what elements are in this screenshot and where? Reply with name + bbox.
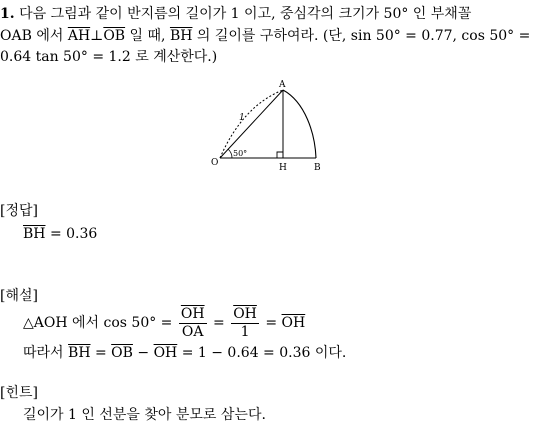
hint-text: 길이가 1 인 선분을 찾아 분모로 삼는다.: [23, 407, 266, 423]
fraction-oh-1: [231, 306, 259, 341]
perp-symbol: ⊥: [90, 28, 104, 44]
label-o: O: [211, 158, 219, 168]
radius-oa: [220, 90, 283, 158]
label-h: H: [279, 163, 287, 173]
label-a: A: [279, 80, 286, 90]
explanation-segment-oh: $\overline{OH}$: [153, 345, 178, 361]
label-angle: 50°: [233, 149, 248, 158]
sector-figure: [205, 78, 335, 178]
problem-number: 1.: [0, 6, 15, 22]
answer-segment-bh: $\overline{BH}$: [23, 226, 46, 242]
fraction-1-numerator: $\overline{OH}$: [180, 305, 205, 322]
right-angle-mark: [277, 152, 283, 158]
problem-text-3: 0.64 tan 50° = 1.2 로 계산한다.): [0, 49, 218, 65]
label-b: B: [314, 163, 321, 173]
answer-value: = 0.36: [45, 226, 98, 242]
fraction-2-denominator: 1: [240, 323, 250, 340]
fraction-2-numerator: $\overline{OH}$: [233, 305, 257, 322]
answer-heading: [정답]: [0, 203, 38, 219]
explanation-text-1: △AOH 에서 cos 50° =: [23, 315, 177, 331]
explanation-text-2b: = 1 − 0.64 = 0.36 이다.: [177, 345, 347, 361]
segment-ob: $\overline{OB}$: [103, 28, 126, 44]
fraction-oh-oa: [179, 306, 207, 341]
answer-line: [23, 226, 97, 242]
explanation-segment-ob: $\overline{OB}$: [111, 345, 133, 361]
explanation-heading: [해설]: [0, 288, 38, 304]
arc-ab: [283, 90, 316, 158]
equals-2: =: [260, 315, 282, 331]
segment-oh: $\overline{OH}$: [281, 315, 306, 331]
hint-heading: [힌트]: [0, 385, 38, 401]
segment-bh: $\overline{BH}$: [169, 28, 193, 44]
explanation-minus: −: [132, 345, 154, 361]
explanation-text-2a: 따라서: [23, 345, 69, 361]
problem-text-2b: 일 때,: [125, 28, 170, 44]
explanation-line-1: [23, 305, 305, 341]
problem-line-3: [0, 49, 217, 65]
explanation-line-2: [23, 345, 346, 361]
problem-line-2: [0, 28, 530, 44]
fraction-1-denominator: OA: [181, 323, 204, 340]
segment-ah: $\overline{AH}$: [67, 28, 91, 44]
explanation-segment-bh: $\overline{BH}$: [68, 345, 91, 361]
equals-1: =: [208, 315, 230, 331]
problem-text-1: 다음 그림과 같이 반지름의 길이가 1 이고, 중심각의 크기가 50° 인 부채꼴: [19, 6, 472, 22]
problem-text-2c: 의 길이를 구하여라. (단, sin 50° = 0.77, cos 50° =: [192, 28, 531, 44]
label-radius: 1: [239, 113, 245, 123]
problem-text-2a: OAB 에서: [0, 28, 68, 44]
angle-arc: [228, 149, 232, 158]
problem-line-1: [0, 6, 471, 22]
explanation-eq: =: [90, 345, 112, 361]
